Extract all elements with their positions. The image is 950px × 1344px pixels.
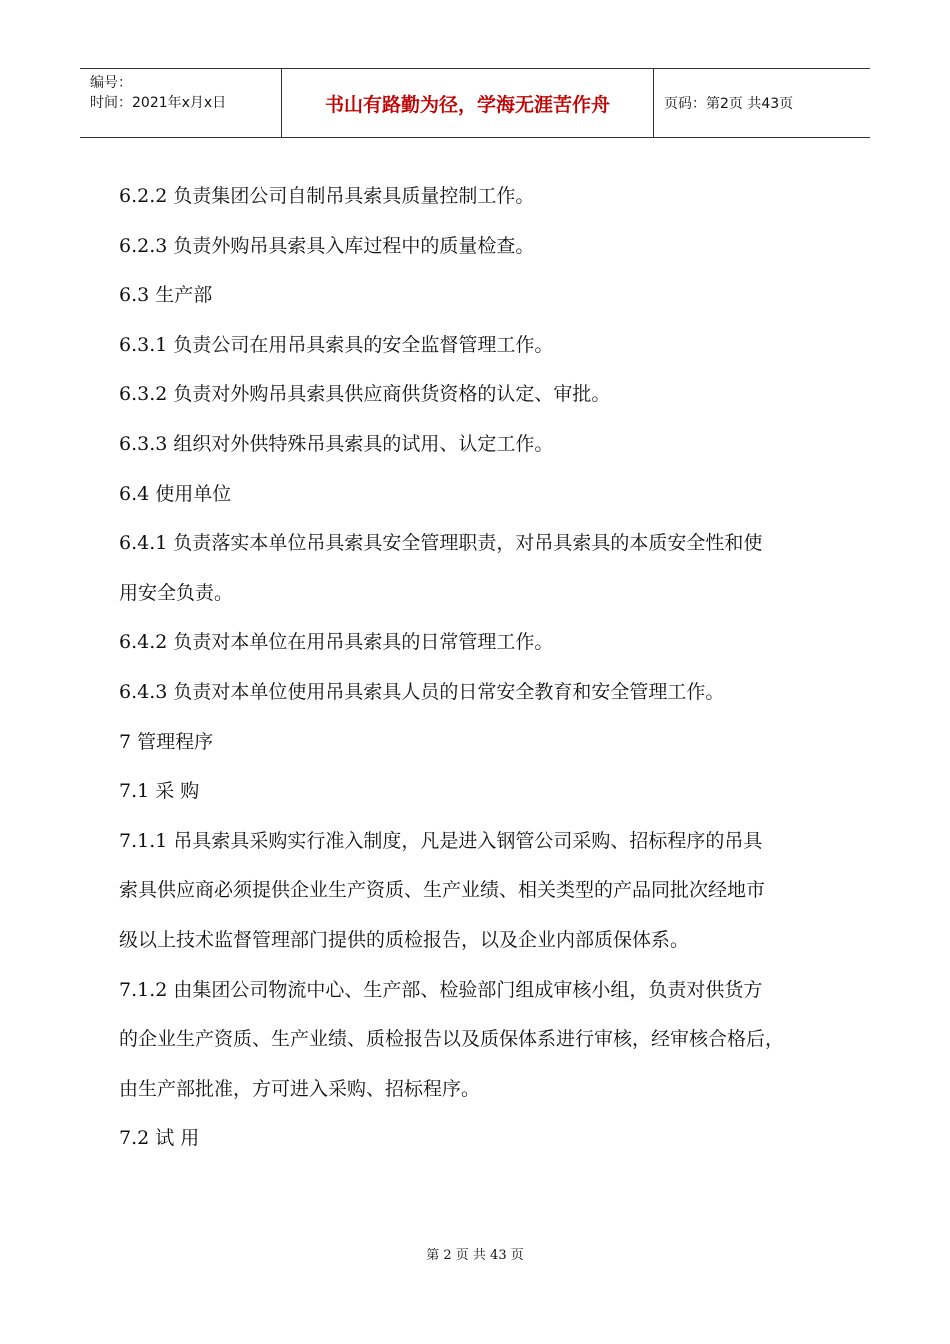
document-body	[119, 172, 889, 1164]
text-line: 6.4.1 负责落实本单位吊具索具安全管理职责，对吊具索具的本质安全性和使	[119, 532, 763, 555]
page-footer: 第 2 页 共 43 页	[426, 1248, 524, 1263]
text-line: 6.3.3 组织对外供特殊吊具索具的试用、认定工作。	[119, 432, 554, 455]
date-label: 时间：2021年x月x日	[90, 95, 227, 111]
header-slogan: 书山有路勤为径，学海无涯苦作舟	[282, 69, 654, 137]
doc-number-label: 编号：	[90, 75, 132, 91]
section-heading: 7 管理程序	[119, 730, 214, 753]
text-line: 7.1.1 吊具索具采购实行准入制度，凡是进入钢管公司采购、招标程序的吊具	[119, 829, 763, 852]
text-line: 6.4.2 负责对本单位在用吊具索具的日常管理工作。	[119, 631, 554, 654]
text-line: 7.1.2 由集团公司物流中心、生产部、检验部门组成审核小组，负责对供货方	[119, 978, 763, 1001]
section-heading: 6.4 使用单位	[119, 482, 232, 505]
text-line: 级以上技术监督管理部门提供的质检报告，以及企业内部质保体系。	[119, 928, 690, 951]
text-line: 由生产部批准，方可进入采购、招标程序。	[119, 1077, 481, 1100]
text-line: 的企业生产资质、生产业绩、质检报告以及质保体系进行审核，经审核合格后，	[119, 1028, 785, 1051]
section-heading: 6.3 生产部	[119, 284, 213, 307]
text-line: 6.4.3 负责对本单位使用吊具索具人员的日常安全教育和安全管理工作。	[119, 680, 725, 703]
text-line: 6.2.2 负责集团公司自制吊具索具质量控制工作。	[119, 185, 535, 207]
text-line: 6.2.3 负责外购吊具索具入库过程中的质量检查。	[119, 234, 535, 257]
section-heading: 7.1 采 购	[119, 780, 200, 803]
page-header	[80, 68, 870, 138]
header-page-info: 页码：第2页 共43页	[664, 96, 794, 112]
text-line: 用安全负责。	[119, 581, 234, 604]
text-line: 索具供应商必须提供企业生产资质、生产业绩、相关类型的产品同批次经地市	[119, 879, 766, 902]
text-line: 6.3.2 负责对外购吊具索具供应商供货资格的认定、审批。	[119, 383, 611, 406]
section-heading: 7.2 试 用	[119, 1127, 200, 1150]
text-line: 6.3.1 负责公司在用吊具索具的安全监督管理工作。	[119, 333, 554, 356]
header-meta-cell	[80, 69, 282, 137]
